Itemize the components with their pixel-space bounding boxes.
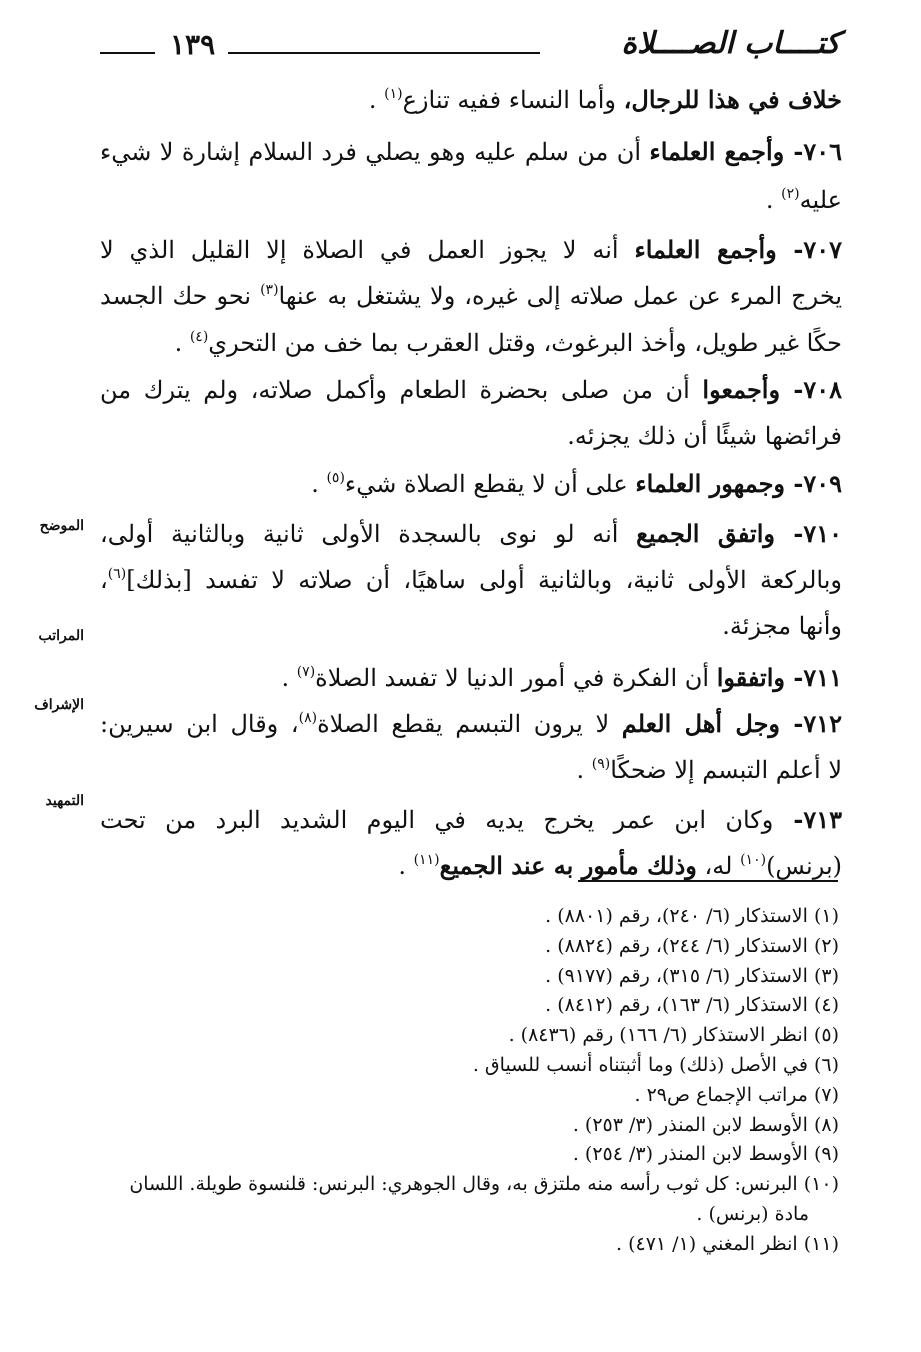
line-text: . — [174, 329, 190, 357]
line-text: عليه — [799, 186, 842, 214]
footnote-ref: (٥) — [326, 470, 345, 486]
bold-phrase: واتفقوا — [716, 663, 785, 692]
footnote-ref: (١) — [384, 86, 403, 102]
entry-number: ٧٠٦- — [784, 137, 842, 166]
footnote: (٣) الاستذكار (٦/ ٣١٥)، رقم (٩١٧٧) . — [545, 965, 839, 987]
text-line — [100, 276, 842, 316]
header-rule — [228, 52, 540, 54]
line-text: . — [368, 86, 385, 114]
bold-phrase: وأجمع العلماء — [634, 235, 777, 264]
text-line — [100, 132, 842, 172]
entry-number: ٧١٣- — [773, 805, 842, 834]
footnote: (١) الاستذكار (٦/ ٢٤٠)، رقم (٨٨٠١) . — [545, 905, 839, 927]
footnote-ref: (٢) — [781, 186, 800, 202]
footnote: (٧) مراتب الإجماع ص٢٩ . — [634, 1084, 839, 1106]
text-line — [100, 323, 842, 363]
line-text: أن الفكرة في أمور الدنيا لا تفسد الصلاة — [315, 664, 717, 692]
line-text: يخرج المرء عن عمل صلاته إلى غيره، ولا يشتغل به عنها — [278, 282, 842, 310]
margin-note: الإشراف — [34, 697, 84, 713]
bold-phrase: وأجمعوا — [702, 375, 781, 404]
line-text: لا يرون التبسم يقطع الصلاة — [317, 710, 622, 738]
footnote: (٨) الأوسط لابن المنذر (٣/ ٢٥٣) . — [572, 1114, 839, 1136]
line-text: (برنس) — [766, 852, 842, 880]
margin-note: الموضح — [39, 518, 84, 534]
bold-phrase: وجل أهل العلم — [621, 709, 781, 738]
footnote-ref: (٦) — [107, 566, 127, 582]
line-text: نحو حك الجسد — [100, 282, 261, 310]
text-line — [100, 750, 842, 790]
text-line — [100, 704, 842, 744]
line-text: أنه لو نوى بالسجدة الأولى ثانية وبالثانية أولى، — [100, 520, 637, 548]
margin-note: المراتب — [38, 628, 84, 644]
text-line — [100, 560, 842, 600]
text-line — [100, 464, 842, 504]
line-text: . — [576, 756, 592, 784]
footnote: (٥) انظر الاستذكار (٦/ ١٦٦) رقم (٨٤٣٦) . — [508, 1024, 839, 1046]
footnote: (٤) الاستذكار (٦/ ١٦٣)، رقم (٨٤١٢) . — [545, 994, 839, 1016]
line-text: له، — [696, 852, 741, 880]
line-text: ، وقال ابن سيرين: — [100, 710, 299, 738]
line-text: أن من سلم عليه وهو يصلي فرد السلام إشارة لا شيء — [100, 138, 650, 166]
line-text: فرائضها شيئًا أن ذلك يجزئه. — [567, 422, 842, 450]
footnote: (٦) في الأصل (ذلك) وما أثبتناه أنسب للسياق . — [472, 1054, 839, 1076]
footnote: مادة (برنس) . — [696, 1203, 809, 1225]
line-text: . — [398, 852, 414, 880]
line-text: على أن لا يقطع الصلاة شيء — [344, 470, 636, 498]
line-text: وبالركعة الأولى ثانية، وبالثانية أولى ساهيًا، أن صلاته لا تفسد [بذلك] — [126, 566, 842, 594]
text-line — [100, 606, 842, 646]
entry-number: ٧١٠- — [774, 519, 842, 548]
footnote: (١١) انظر المغني (١/ ٤٧١) . — [615, 1233, 839, 1255]
text-line — [100, 416, 842, 456]
text-line — [100, 370, 842, 410]
footnote-ref: (٧) — [296, 664, 316, 680]
line-text: . — [281, 664, 297, 692]
text-line — [100, 800, 842, 840]
line-text: أنه لا يجوز العمل في الصلاة إلا القليل الذي لا — [100, 236, 635, 264]
header-rule-short — [100, 52, 155, 54]
text-line — [100, 180, 842, 220]
line-text: . — [765, 186, 782, 214]
footnote-separator — [578, 880, 838, 882]
margin-note: التمهيد — [45, 793, 84, 809]
footnote: (١٠) البرنس: كل ثوب رأسه منه ملتزق به، وقال الجوهري: البرنس: قلنسوة طويلة. اللسان — [129, 1173, 839, 1195]
line-text: وأما النساء ففيه تنازع — [402, 86, 624, 114]
bold-phrase: واتفق الجميع — [636, 519, 775, 548]
bold-phrase: وجمهور العلماء — [635, 469, 785, 498]
line-text: لا أعلم التبسم إلا ضحكًا — [610, 756, 842, 784]
text-line — [100, 230, 842, 270]
line-text: أن من صلى بحضرة الطعام وأكمل صلاته، ولم يترك من — [100, 376, 703, 404]
entry-number: ٧٠٨- — [780, 375, 842, 404]
text-line — [100, 658, 842, 698]
footnote-ref: (٤) — [189, 329, 209, 345]
line-text: حكًا غير طويل، وأخذ البرغوث، وقتل العقرب بما خف من التحري — [208, 329, 842, 357]
bold-phrase: خلاف في هذا للرجال، — [623, 85, 842, 114]
footnote-ref: (٣) — [260, 282, 279, 298]
footnote-ref: (٩) — [591, 756, 611, 772]
line-text: ، — [100, 566, 108, 594]
entry-number: ٧٠٩- — [785, 469, 842, 498]
text-line — [100, 514, 842, 554]
line-text: وأنها مجزئة. — [722, 612, 842, 640]
footnote-ref: (١٠) — [740, 852, 767, 868]
footnote-ref: (٨) — [298, 710, 318, 726]
page-header — [100, 22, 840, 72]
footnote: (٢) الاستذكار (٦/ ٢٤٤)، رقم (٨٨٢٤) . — [545, 935, 839, 957]
entry-number: ٧٠٧- — [776, 235, 842, 264]
running-title: كتــــاب الصــــلاة — [621, 26, 840, 61]
footnote: (٩) الأوسط لابن المنذر (٣/ ٢٥٤) . — [572, 1143, 839, 1165]
entry-number: ٧١١- — [785, 663, 842, 692]
line-text: . — [311, 470, 327, 498]
footnote-ref: (١١) — [413, 852, 440, 868]
entry-number: ٧١٢- — [780, 709, 842, 738]
bold-phrase: وأجمع العلماء — [649, 137, 785, 166]
text-line — [100, 80, 842, 120]
page-number: ١٣٩ — [170, 28, 216, 61]
bold-phrase: وذلك مأمور به عند الجميع — [439, 851, 697, 880]
line-text: وكان ابن عمر يخرج يديه في اليوم الشديد البرد من تحت — [100, 806, 774, 834]
